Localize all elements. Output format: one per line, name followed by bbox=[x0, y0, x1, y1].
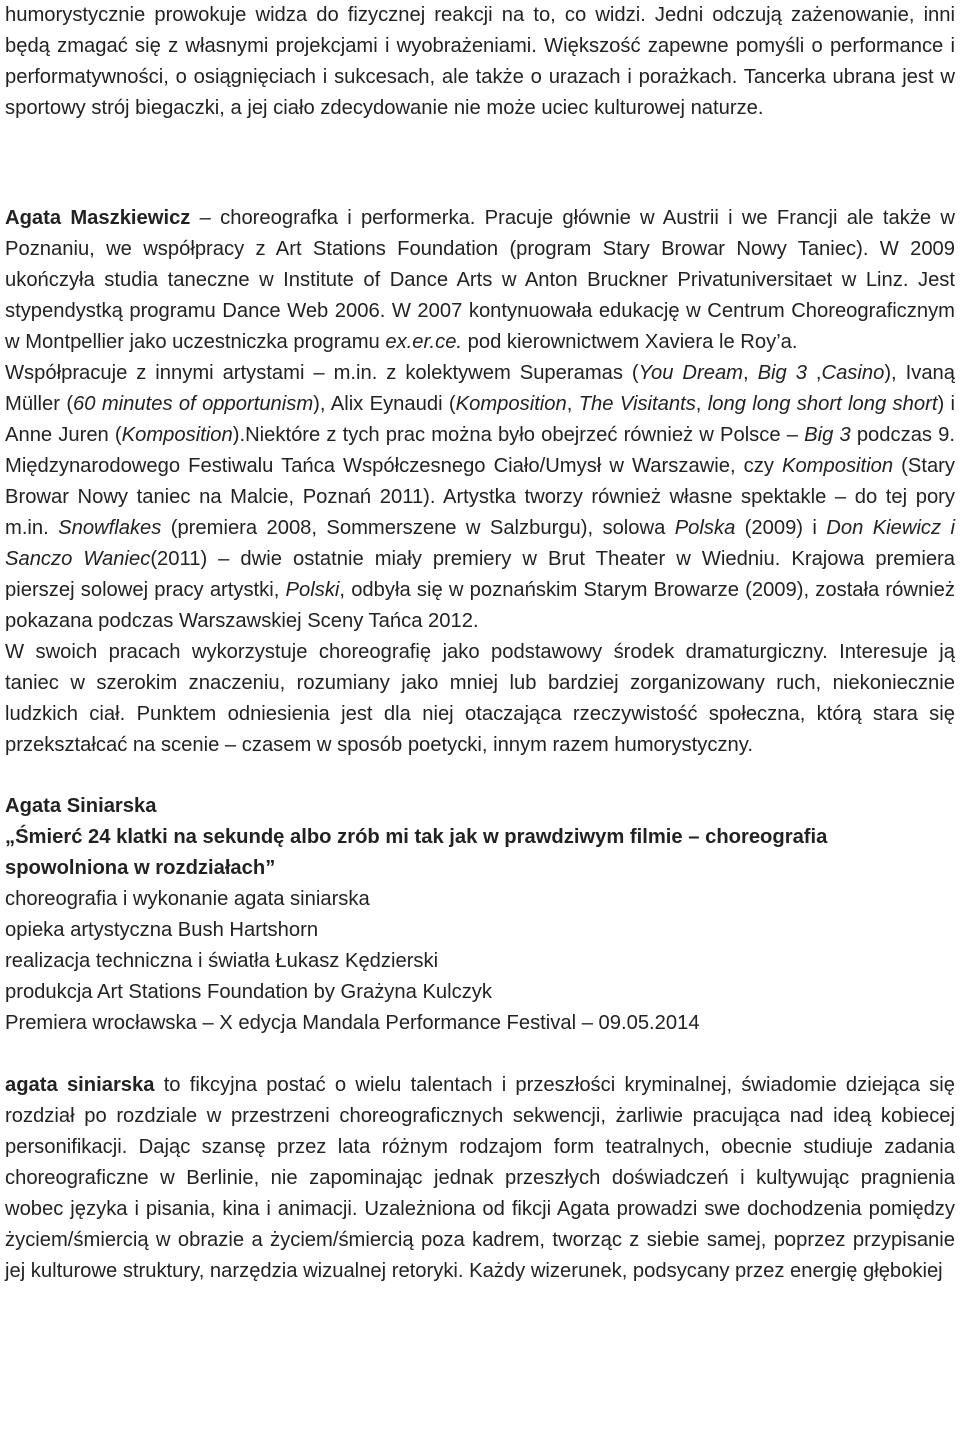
approach-text: W swoich pracach wykorzystuje choreografię jako podstawowy środek dramaturgiczny. Interesuje ją taniec w szerokim znaczeniu, rozumiany jako mniej lub bardziej zorganizowany ruch, niekoniecznie ludzkich ciał. Punktem odniesienia jest dla niej otaczająca rzeczywistość społeczna, którą stara się przekształcać na scenie – czasem w sposób poetycki, innym razem humorystyczny. bbox=[5, 641, 955, 756]
work-title: Polska bbox=[674, 517, 736, 539]
program-name: ex.er.ce. bbox=[385, 331, 463, 353]
work-title: You Dream bbox=[638, 362, 743, 384]
maszkiewicz-collaborations-paragraph bbox=[5, 358, 955, 637]
work-title: Big 3 bbox=[757, 362, 807, 384]
collab-text: , bbox=[806, 362, 822, 384]
collab-text: Współpracuje z innymi artystami – m.in. z kolektywem Superamas ( bbox=[5, 362, 639, 384]
work-title: Don Kiewicz i Sanczo Waniec bbox=[5, 517, 955, 570]
work-title: Polski bbox=[285, 579, 340, 601]
artist-name: Agata Maszkiewicz bbox=[5, 207, 191, 229]
bio-text-end: pod kierownictwem Xaviera le Roy’a. bbox=[462, 331, 798, 353]
work-title: Komposition bbox=[781, 455, 894, 477]
collab-text: (2011) – dwie ostatnie miały premiery w Brut Theater w Wiedniu. Krajowa premiera pierszej solowej pracy artystki, bbox=[5, 548, 955, 601]
work-title: Casino bbox=[821, 362, 885, 384]
artist-name: Agata Siniarska bbox=[5, 795, 157, 817]
collab-text: , bbox=[743, 362, 758, 384]
artist-role: – choreografka i performerka. bbox=[190, 207, 476, 229]
spacer bbox=[5, 124, 955, 203]
collab-text: ).Niektóre z tych prac można było obejrzeć również w Polsce – bbox=[232, 424, 805, 446]
collab-text: , bbox=[566, 393, 579, 415]
maszkiewicz-approach-paragraph bbox=[5, 637, 955, 761]
bio-name: agata siniarska bbox=[5, 1074, 155, 1096]
work-title: Komposition bbox=[455, 393, 567, 415]
work-title: The Visitants bbox=[578, 393, 696, 415]
credit-line: choreografia i wykonanie agata siniarska bbox=[5, 888, 370, 910]
maszkiewicz-bio-paragraph bbox=[5, 203, 955, 358]
collab-text: , bbox=[695, 393, 708, 415]
collab-text: podczas 9. Międzynarodowego Festiwalu Tańca Współczesnego Ciało/Umysł w Warszawie, czy bbox=[5, 424, 956, 477]
spacer bbox=[5, 761, 955, 791]
work-title: long long short long short bbox=[707, 393, 938, 415]
document-page bbox=[5, 0, 955, 1287]
work-title: Snowflakes bbox=[58, 517, 162, 539]
spacer bbox=[5, 1039, 955, 1070]
collab-text: (2009) i bbox=[735, 517, 827, 539]
siniarska-bio-paragraph bbox=[5, 1070, 955, 1287]
credit-line: realizacja techniczna i światła Łukasz Kędzierski bbox=[5, 950, 439, 972]
credit-line: produkcja Art Stations Foundation by Grażyna Kulczyk bbox=[5, 981, 492, 1003]
intro-paragraph bbox=[5, 0, 955, 124]
performance-title bbox=[5, 822, 955, 884]
collab-text: ) i Anne Juren ( bbox=[5, 393, 955, 446]
siniarska-name bbox=[5, 791, 955, 822]
collab-text: , odbyła się w poznańskim Starym Browarze (2009), została również pokazana podczas Warszawskiej Sceny Tańca 2012. bbox=[5, 579, 955, 632]
work-title: 60 minutes of opportunism bbox=[73, 393, 314, 415]
bio-text: to fikcyjna postać o wielu talentach i przeszłości kryminalnej, świadomie dziejąca się rozdział po rozdziale w przestrzeni choreograficznych sekwencji, żarliwie pracująca nad ideą kobiecej personifikacji. Dając szansę przez lata różnym rodzajom form teatralnych, obecnie studiuje zadania choreograficzne w Berlinie, nie zapominając jednak przeszłych doświadczeń i kultywując pragnienia wobec języka i pisania, kina i animacji. Uzależniona od fikcji Agata prowadzi swe dochodzenia pomiędzy życiem/śmiercią w obrazie a życiem/śmiercią poza kadrem, tworząc z siebie samej, poprzez przypisanie jej kulturowe struktury, narzędzia wizualnej retoryki. Każdy wizerunek, podsycany przez energię głębokiej bbox=[5, 1074, 955, 1282]
performance-title-text: „Śmierć 24 klatki na sekundę albo zrób mi tak jak w prawdziwym filmie – choreografia spowolniona w rozdziałach” bbox=[5, 826, 828, 879]
collab-text: ), Alix Eynaudi ( bbox=[313, 393, 456, 415]
credit-line: opieka artystyczna Bush Hartshorn bbox=[5, 919, 319, 941]
intro-text: humorystycznie prowokuje widza do fizycznej reakcji na to, co widzi. Jedni odczują zażenowanie, inni będą zmagać się z własnymi projekcjami i wyobrażeniami. Większość zapewne pomyśli o performance i performatywności, o osiągnięciach i sukcesach, ale także o urazach i porażkach. Tancerka ubrana jest w sportowy strój biegaczki, a jej ciało zdecydowanie nie może uciec kulturowej naturze. bbox=[5, 4, 955, 119]
work-title: Komposition bbox=[121, 424, 233, 446]
premiere-line: Premiera wrocławska – X edycja Mandala Performance Festival – 09.05.2014 bbox=[5, 1012, 700, 1034]
work-title: Big 3 bbox=[804, 424, 851, 446]
collab-text: ), Ivaną Müller ( bbox=[5, 362, 955, 415]
collab-text: (premiera 2008, Sommerszene w Salzburgu), solowa bbox=[161, 517, 675, 539]
bio-text: Pracuje głównie w Austrii i we Francji ale także w Poznaniu, we współpracy z Art Stations Foundation (program Stary Browar Nowy Taniec). W 2009 ukończyła studia taneczne w Institute of Dance Arts w Anton Bruckner Privatuniversitaet w Linz. Jest stypendystką programu Dance Web 2006. W 2007 kontynuowała edukację w Centrum Choreograficznym w Montpellier jako uczestniczka programu bbox=[5, 207, 955, 353]
collab-text: (Stary Browar Nowy taniec na Malcie, Poznań 2011). Artystka tworzy również własne spektakle – do tej pory m.in. bbox=[5, 455, 955, 539]
